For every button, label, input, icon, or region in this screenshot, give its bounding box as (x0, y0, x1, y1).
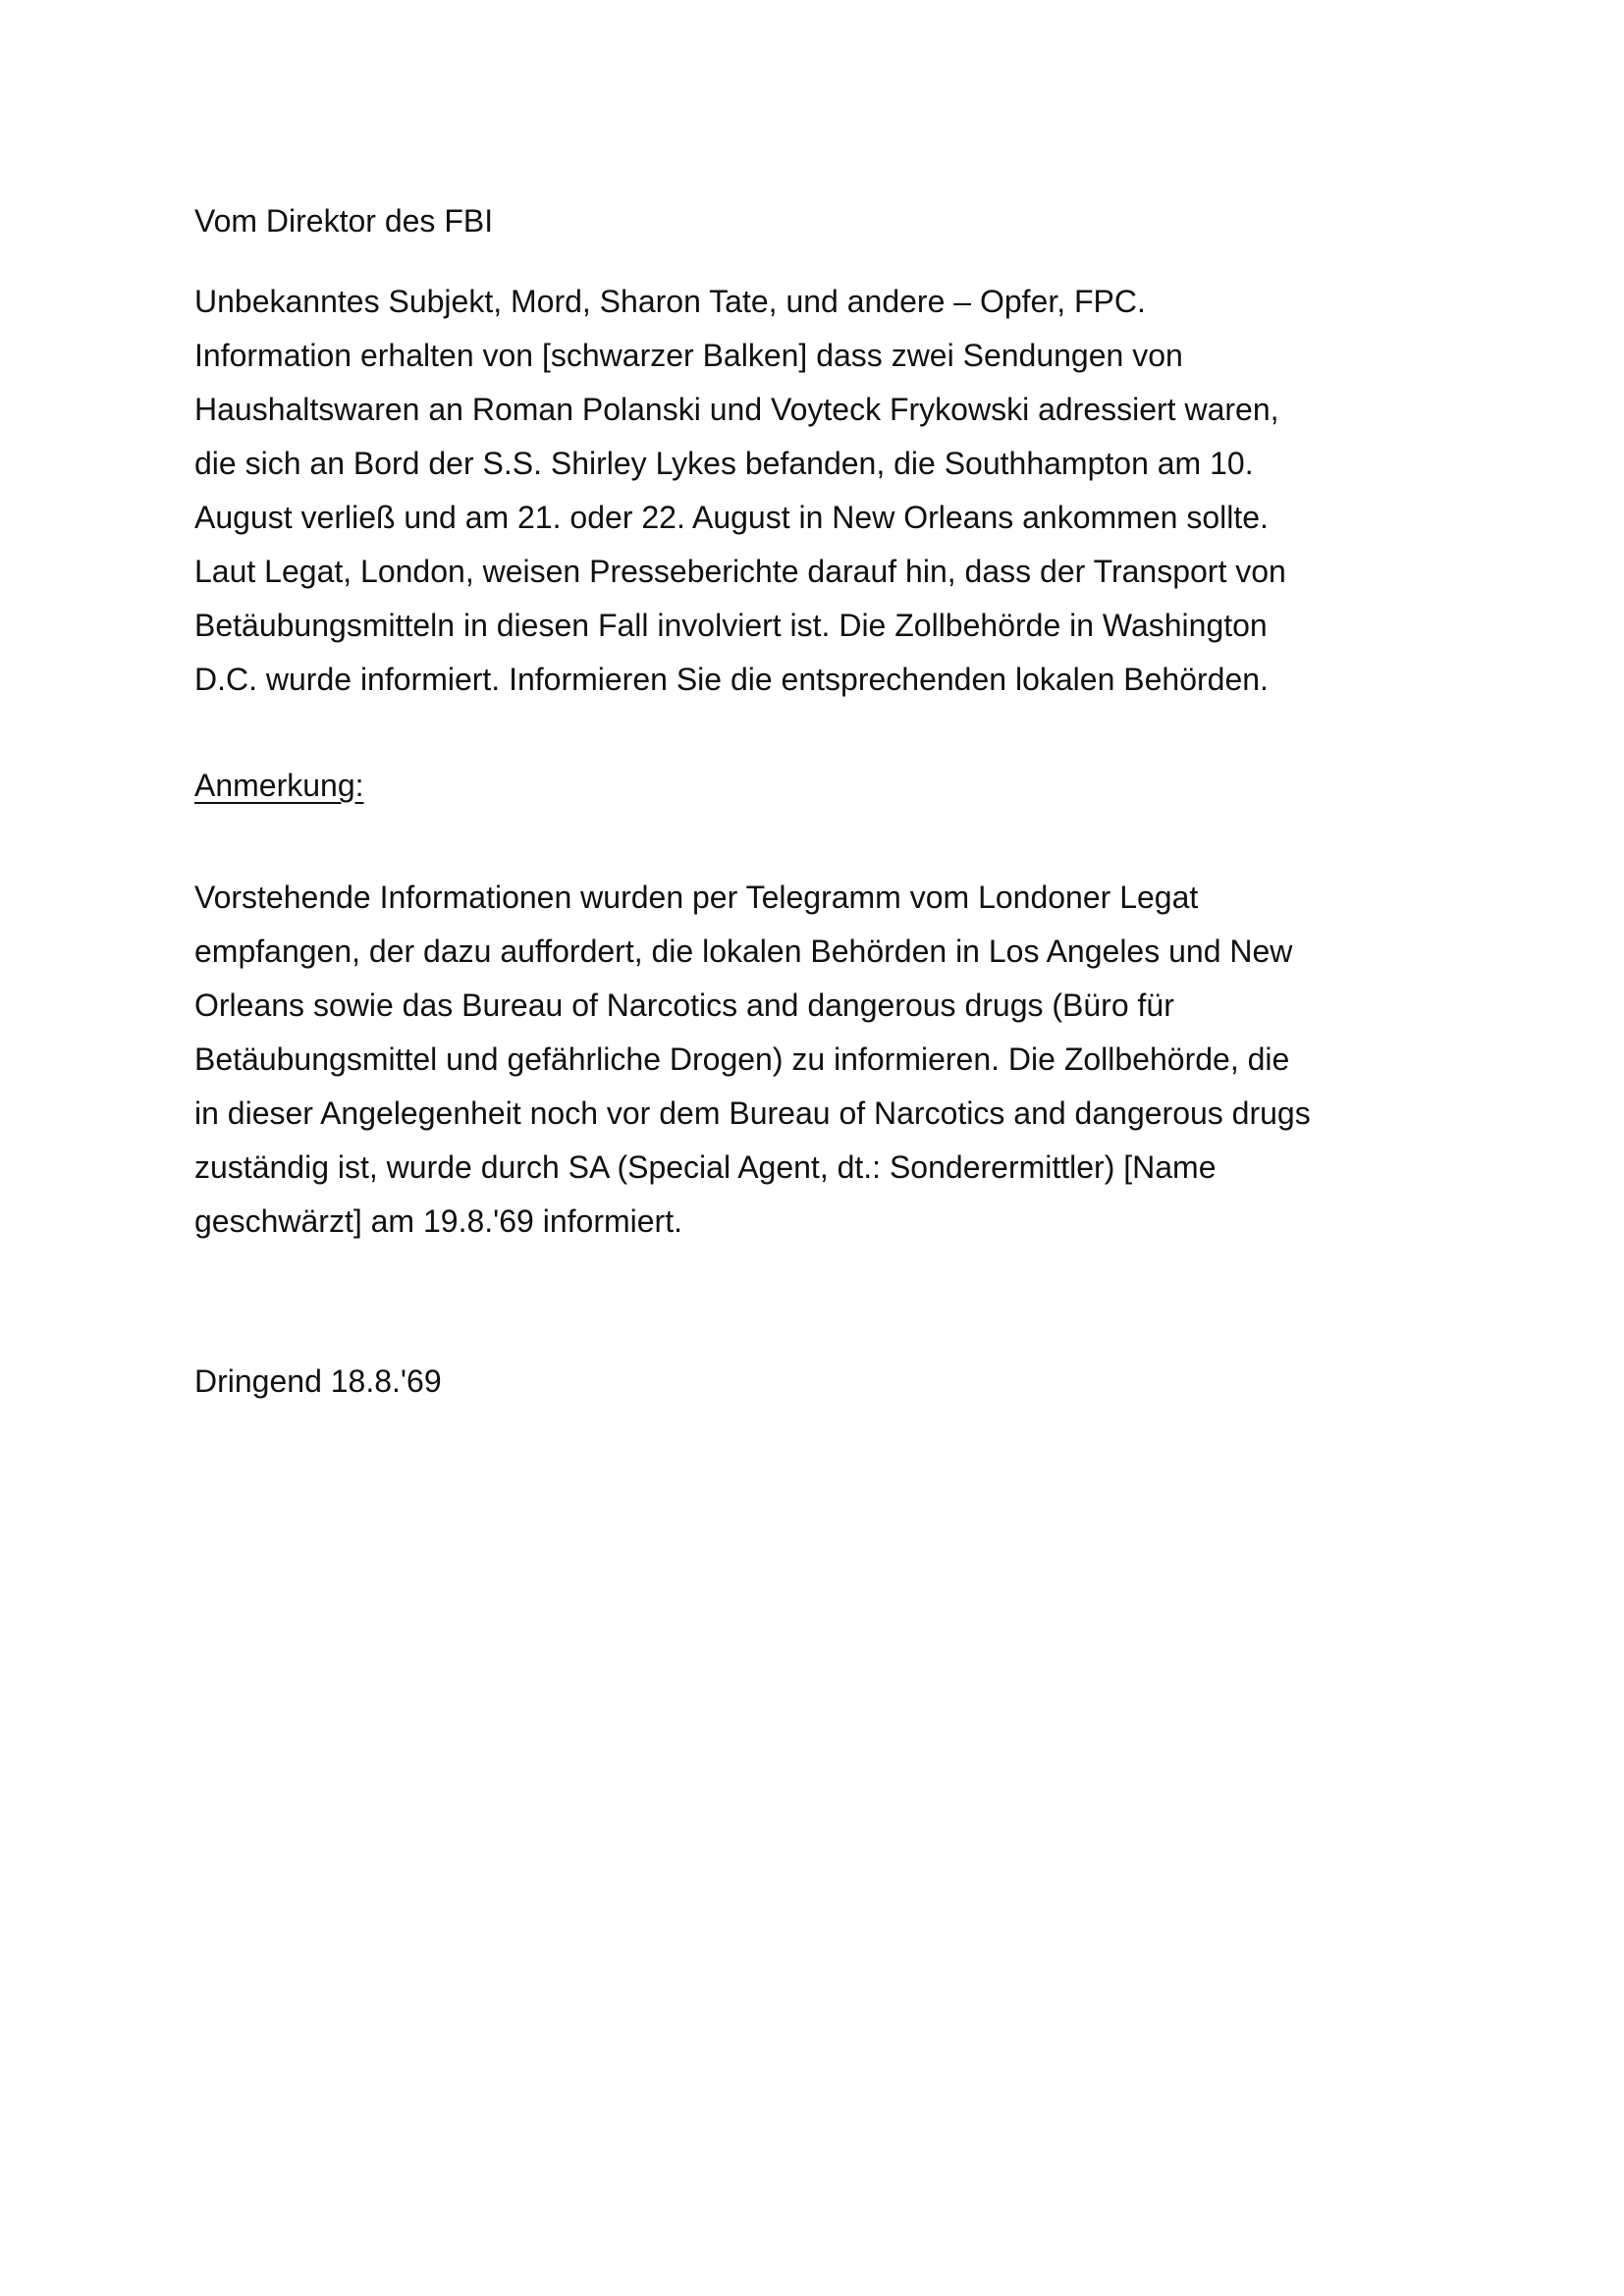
paragraph-main-line: D.C. wurde informiert. Informieren Sie die entsprechenden lokalen Behörden. (194, 662, 1269, 697)
note-heading: Anmerkung: (194, 768, 364, 803)
paragraph-note-line: geschwärzt] am 19.8.'69 informiert. (194, 1203, 682, 1239)
paragraph-main-line: Betäubungsmitteln in diesen Fall involviert ist. Die Zollbehörde in Washington (194, 608, 1268, 643)
closing-block (194, 1355, 1471, 1409)
paragraph-main-line: Unbekanntes Subjekt, Mord, Sharon Tate, und andere – Opfer, FPC. (194, 284, 1146, 319)
paragraph-main-line: Information erhalten von [schwarzer Balken] dass zwei Sendungen von (194, 338, 1183, 373)
document-heading: Vom Direktor des FBI (194, 203, 494, 239)
closing-line: Dringend 18.8.'69 (194, 1363, 442, 1399)
paragraph-note (194, 871, 1471, 1249)
paragraph-note-line: Vorstehende Informationen wurden per Telegramm vom Londoner Legat (194, 880, 1199, 915)
paragraph-note-line: Betäubungsmittel und gefährliche Drogen) zu informieren. Die Zollbehörde, die (194, 1041, 1290, 1077)
paragraph-main-line: die sich an Bord der S.S. Shirley Lykes befanden, die Southhampton am 10. (194, 446, 1254, 481)
paragraph-main-line: Laut Legat, London, weisen Presseberichte darauf hin, dass der Transport von (194, 554, 1286, 589)
paragraph-note-line: Orleans sowie das Bureau of Narcotics and dangerous drugs (Büro für (194, 988, 1174, 1023)
note-heading-block (194, 759, 1471, 813)
document-heading-block (194, 194, 1471, 248)
paragraph-note-line: zuständig ist, wurde durch SA (Special Agent, dt.: Sonderermittler) [Name (194, 1149, 1217, 1185)
paragraph-main (194, 275, 1471, 707)
paragraph-main-line: Haushaltswaren an Roman Polanski und Voyteck Frykowski adressiert waren, (194, 392, 1279, 427)
paragraph-note-line: in dieser Angelegenheit noch vor dem Bureau of Narcotics and dangerous drugs (194, 1095, 1311, 1131)
paragraph-main-line: August verließ und am 21. oder 22. August in New Orleans ankommen sollte. (194, 500, 1269, 535)
paragraph-note-line: empfangen, der dazu auffordert, die lokalen Behörden in Los Angeles und New (194, 934, 1293, 969)
